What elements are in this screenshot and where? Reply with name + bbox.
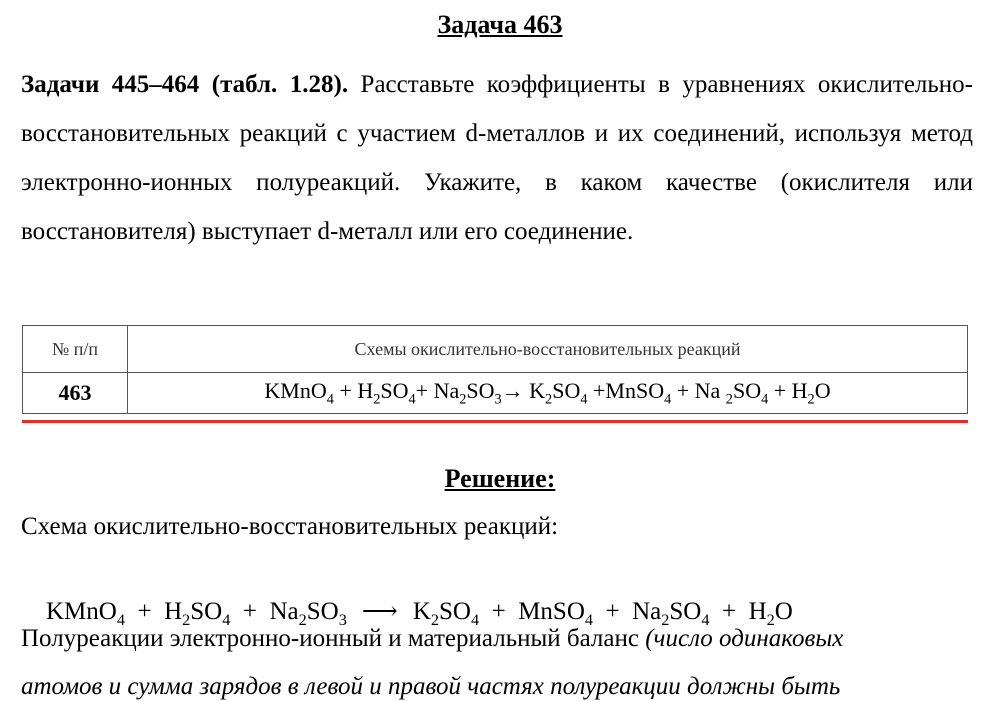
table-cell-reaction: KMnO$_4$ + $H_2SO_4+ Na_2SO_3\to K_2SO_4$ +MnSO$_4$ + Na $_2SO_4 + H_2O$	[128, 373, 968, 414]
halfreaction-text: Полуреакции электронно-ионный и материальный баланс (число одинаковых	[21, 625, 844, 652]
continuation-text: атомов и сумма зарядов в левой и правой частях полуреакции должны быть	[21, 673, 841, 700]
table-header-scheme: Схемы окислительно-восстановительных реакций	[128, 326, 968, 373]
task-bold-lead: Задачи 445–464 (табл. 1.28).	[21, 71, 349, 98]
page-title: Задача 463	[437, 10, 563, 39]
table-header-num: № п/п	[23, 326, 128, 373]
reaction-table	[22, 325, 968, 414]
red-underline	[22, 420, 968, 423]
scheme-label: Схема окислительно-восстановительных реакций:	[21, 513, 559, 540]
table-header-row	[23, 326, 968, 373]
arrow-icon: ⟶	[361, 598, 398, 625]
task-statement	[21, 60, 973, 256]
task-text: Расставьте коэффициенты в уравнениях окислительно-восстановительных реакций с участием d-металлов и их соединений, используя метод электронно-ионных полуреакций. Укажите, в каком качестве (окислителя или восстановителя) выступает d-металл или его соединение.	[21, 71, 973, 245]
table-row	[23, 373, 968, 414]
table-cell-num: 463	[23, 373, 128, 414]
reaction-equation: KMnO$_4$ + $H_2SO_4 + Na_2SO_3$ ⟶ $K_2SO_4$ + MnSO$_4$ + $Na_2SO_4 + H_2O$	[46, 598, 793, 629]
solution-heading: Решение:	[444, 464, 556, 493]
